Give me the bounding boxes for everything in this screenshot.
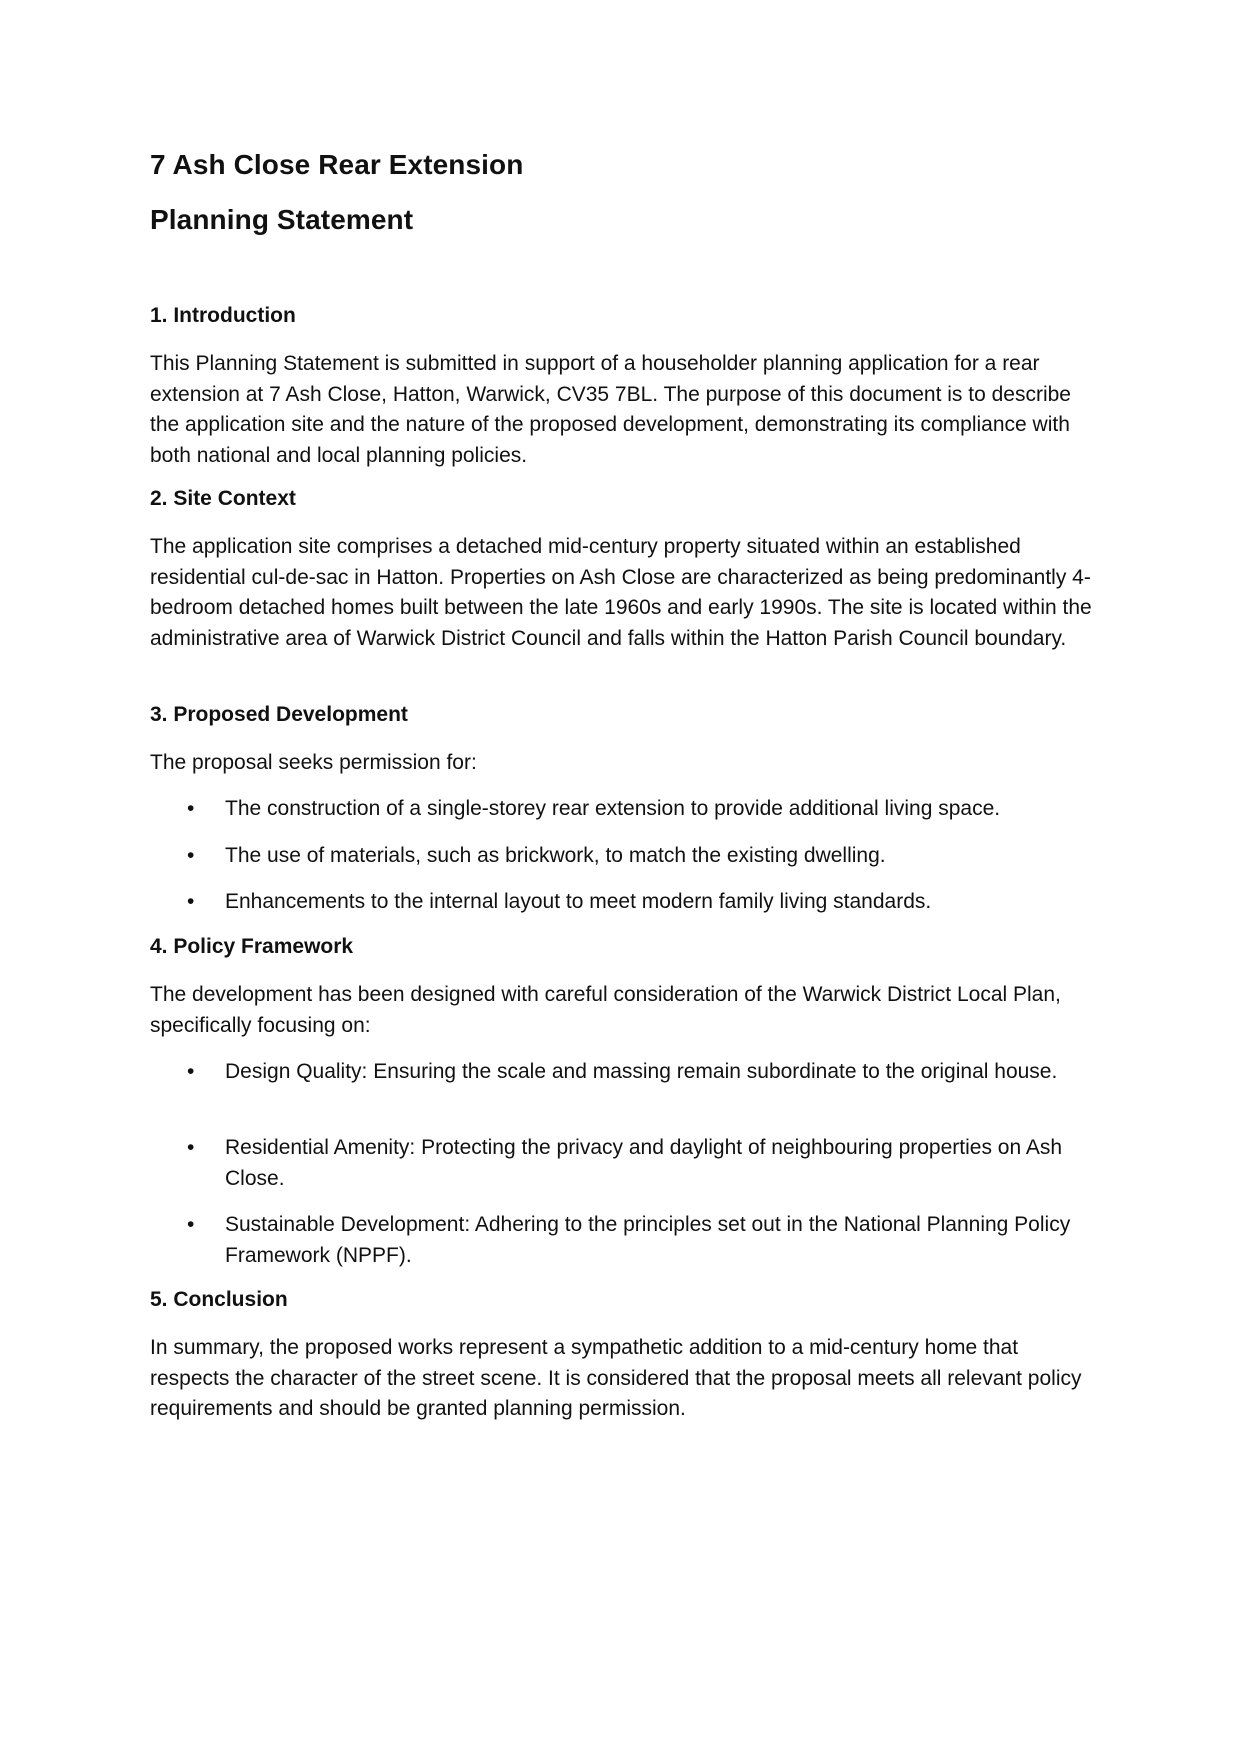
list-item-text: Design Quality: Ensuring the scale and massing remain subordinate to the original house.: [225, 1060, 1058, 1083]
section-heading-policy-framework: 4. Policy Framework: [150, 935, 354, 958]
section-heading-site-context: 2. Site Context: [150, 487, 296, 510]
section-paragraph-introduction: This Planning Statement is submitted in support of a householder planning application for a rear extension at 7 Ash Close, Hatton, Warwick, CV35 7BL. The purpose of this document is to describe the application site and the nature of the proposed development, demonstrating its compliance with both national and local planning policies.: [150, 352, 1071, 467]
document-subtitle: Planning Statement: [150, 204, 414, 235]
section-heading-conclusion: 5. Conclusion: [150, 1288, 288, 1311]
section-heading-proposed-development: 3. Proposed Development: [150, 703, 408, 726]
section-paragraph-proposed-development: The proposal seeks permission for:: [150, 751, 477, 774]
section-paragraph-policy-framework: The development has been designed with careful consideration of the Warwick District Local Plan, specifically focusing on:: [150, 983, 1061, 1037]
bullet-icon: •: [187, 844, 195, 867]
list-item-text: Enhancements to the internal layout to meet modern family living standards.: [225, 890, 932, 913]
section-heading-introduction: 1. Introduction: [150, 304, 296, 327]
bullet-icon: •: [187, 797, 195, 820]
bullet-icon: •: [187, 890, 195, 913]
bullet-icon: •: [187, 1060, 195, 1083]
section-paragraph-site-context: The application site comprises a detached mid-century property situated within an established residential cul-de-sac in Hatton. Properties on Ash Close are characterized as being predominantly 4-bedroom detached homes built between the late 1960s and early 1990s. The site is located within the administrative area of Warwick District Council and falls within the Hatton Parish Council boundary.: [150, 535, 1092, 650]
list-item-text: The use of materials, such as brickwork, to match the existing dwelling.: [225, 844, 886, 867]
document-title: 7 Ash Close Rear Extension: [150, 149, 524, 180]
list-item-text: The construction of a single-storey rear extension to provide additional living space.: [225, 797, 1001, 820]
list-item-text: Sustainable Development: Adhering to the principles set out in the National Planning Policy Framework (NPPF).: [225, 1213, 1071, 1267]
bullet-icon: •: [187, 1136, 195, 1159]
section-paragraph-conclusion: In summary, the proposed works represent a sympathetic addition to a mid-century home that respects the character of the street scene. It is considered that the proposal meets all relevant policy requirements and should be granted planning permission.: [150, 1336, 1082, 1420]
bullet-icon: •: [187, 1213, 195, 1236]
list-item-text: Residential Amenity: Protecting the privacy and daylight of neighbouring properties on Ash Close.: [225, 1136, 1063, 1190]
